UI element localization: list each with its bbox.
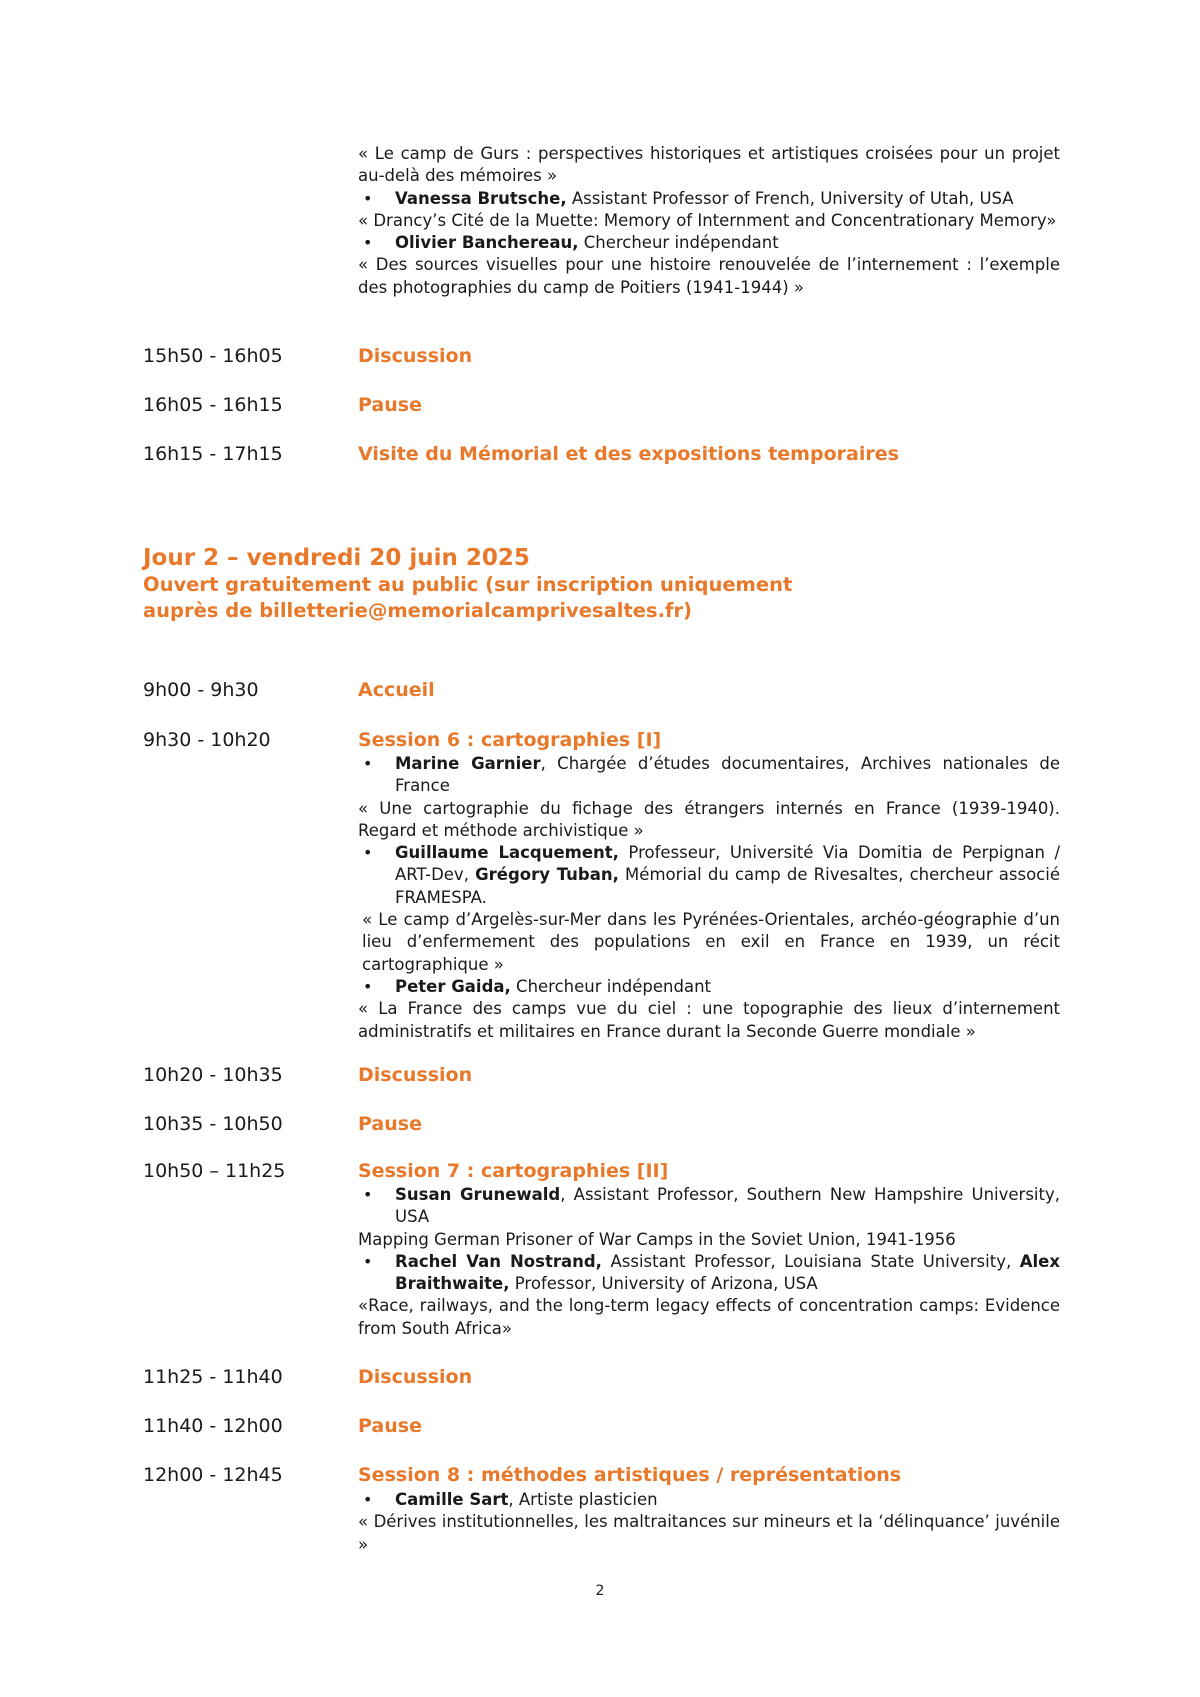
session-title: Session 6 : cartographies [I]	[358, 729, 662, 751]
quote: «Race, railways, and the long-term legacy effects of concentration camps: Evidence from South Africa»	[358, 1296, 1060, 1338]
quote: « Le camp de Gurs : perspectives historiques et artistiques croisées pour un projet au-delà des mémoires »	[358, 144, 1060, 186]
speaker-role: Mémorial du camp de Rivesaltes, chercheur associé FRAMESPA.	[395, 865, 1060, 907]
agenda-title: Pause	[358, 1113, 422, 1135]
session-title: Session 7 : cartographies [II]	[358, 1160, 669, 1182]
speaker-role: , Artiste plasticien	[508, 1490, 658, 1509]
speaker-name: Grégory Tuban,	[475, 865, 619, 885]
speaker-name: Peter Gaida,	[395, 976, 511, 996]
agenda-title: Accueil	[358, 679, 435, 701]
time-slot: 12h00 - 12h45	[143, 1464, 283, 1486]
time-slot: 10h50 – 11h25	[143, 1160, 286, 1182]
speaker-item	[358, 842, 1060, 909]
page-number: 2	[595, 1583, 605, 1599]
quote: « La France des camps vue du ciel : une topographie des lieux d’internement administratifs et militaires en France durant la Seconde Guerre mondiale »	[358, 999, 1060, 1041]
agenda-title: Visite du Mémorial et des expositions temporaires	[358, 443, 899, 465]
day-subheading: auprès de billetterie@memorialcamprivesaltes.fr)	[143, 599, 692, 622]
time-slot: 15h50 - 16h05	[143, 345, 283, 367]
quote: « Dérives institutionnelles, les maltraitances sur mineurs et la ‘délinquance’ juvénile »	[358, 1512, 1060, 1554]
speaker-role: Assistant Professor of French, University of Utah, USA	[566, 188, 1014, 208]
talk-title: Mapping German Prisoner of War Camps in the Soviet Union, 1941-1956	[358, 1229, 956, 1249]
time-slot: 10h20 - 10h35	[143, 1064, 283, 1086]
speaker-role: , Chargée d’études documentaires, Archives nationales de France	[395, 754, 1061, 796]
speaker-role: Chercheur indépendant	[578, 233, 779, 253]
time-slot: 16h05 - 16h15	[143, 394, 283, 416]
speaker-name: Guillaume Lacquement,	[395, 843, 619, 863]
speaker-item	[358, 1251, 1060, 1296]
quote: « Le camp d’Argelès-sur-Mer dans les Pyrénées-Orientales, archéo-géographie d’un lieu d’enfermement des populations en exil en France en 1939, un récit cartographique »	[362, 910, 1060, 974]
time-slot: 11h25 - 11h40	[143, 1366, 283, 1388]
speaker-item	[358, 1184, 1060, 1229]
speaker-name: Olivier Banchereau,	[395, 233, 579, 253]
agenda-title: Pause	[358, 1415, 422, 1437]
agenda-title: Discussion	[358, 1366, 473, 1388]
speaker-role: Chercheur indépendant	[510, 976, 712, 996]
session-title: Session 8 : méthodes artistiques / représentations	[358, 1464, 902, 1486]
speaker-name: Marine Garnier	[395, 754, 541, 773]
speaker-item	[358, 1489, 1060, 1511]
speaker-item	[358, 976, 1060, 998]
quote: « Une cartographie du fichage des étrangers internés en France (1939-1940). Regard et méthode archivistique »	[358, 798, 1060, 840]
session-6-block	[358, 753, 1060, 1043]
speaker-role: Professeur, Université Via Domitia de Perpignan / ART-Dev,	[395, 843, 1060, 885]
speaker-name: Alex Braithwaite,	[395, 1251, 1060, 1294]
day-subheading: Ouvert gratuitement au public (sur inscription uniquement	[143, 573, 793, 596]
agenda-title: Pause	[358, 394, 422, 416]
speaker-name: Susan Grunewald	[395, 1185, 561, 1204]
quote: « Des sources visuelles pour une histoire renouvelée de l’internement : l’exemple des photographies du camp de Poitiers (1941-1944) »	[358, 255, 1060, 297]
time-slot: 11h40 - 12h00	[143, 1415, 283, 1437]
speaker-name: Rachel Van Nostrand,	[395, 1251, 602, 1271]
speaker-role: Assistant Professor, Louisiana State University,	[601, 1251, 1020, 1271]
time-slot: 9h30 - 10h20	[143, 729, 271, 751]
speaker-item	[358, 232, 1060, 254]
speaker-name: Camille Sart	[395, 1490, 509, 1509]
agenda-title: Discussion	[358, 345, 473, 367]
speaker-role: , Assistant Professor, Southern New Hampshire University, USA	[395, 1185, 1060, 1227]
speaker-item	[358, 753, 1060, 798]
session-8-block	[358, 1489, 1060, 1556]
time-slot: 10h35 - 10h50	[143, 1113, 283, 1135]
agenda-title: Discussion	[358, 1064, 473, 1086]
time-slot: 16h15 - 17h15	[143, 443, 283, 465]
intro-block	[358, 143, 1060, 299]
day-heading: Jour 2 – vendredi 20 juin 2025	[143, 545, 530, 571]
time-slot: 9h00 - 9h30	[143, 679, 259, 701]
session-7-block	[358, 1184, 1060, 1340]
speaker-item	[358, 188, 1060, 210]
quote: « Drancy’s Cité de la Muette: Memory of Internment and Concentrationary Memory»	[358, 210, 1057, 230]
speaker-name: Vanessa Brutsche,	[395, 188, 567, 208]
speaker-role: Professor, University of Arizona, USA	[509, 1274, 818, 1294]
